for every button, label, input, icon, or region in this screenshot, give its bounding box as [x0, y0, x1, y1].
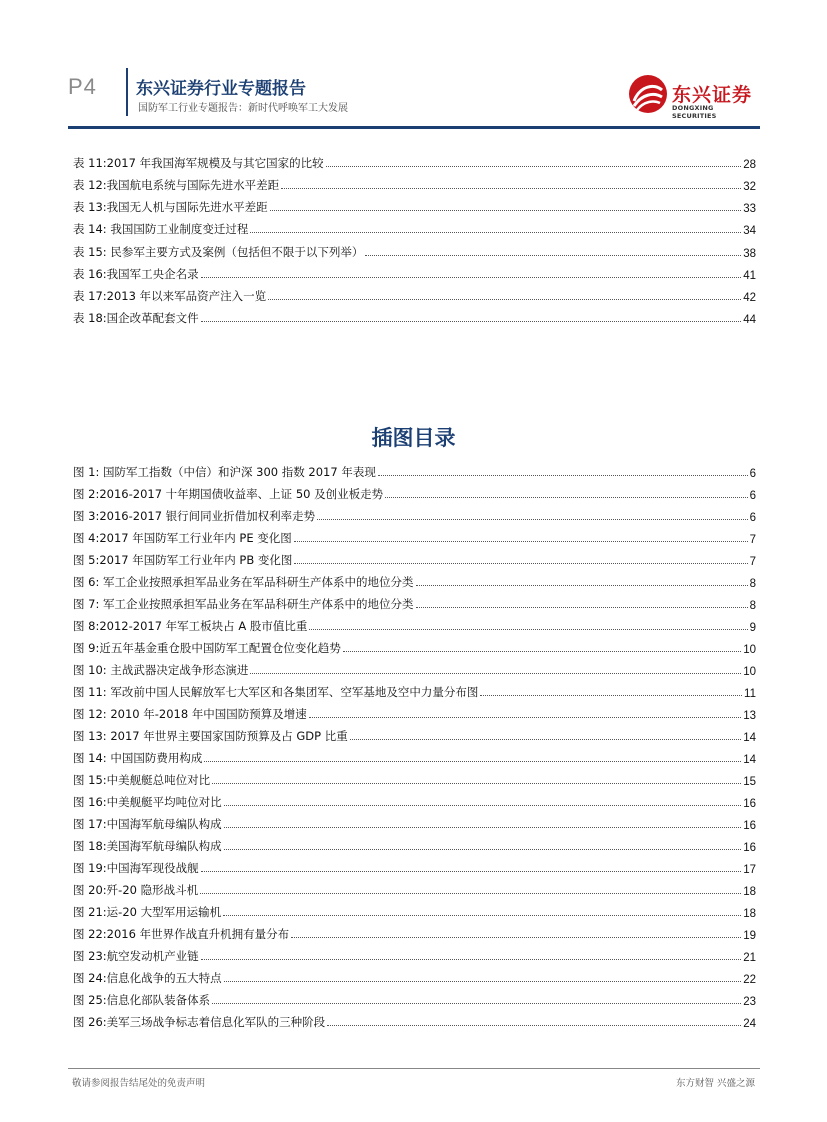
figure-toc-entry-page: 16 [743, 798, 756, 810]
figure-toc-entry-label: 图 1: 国防军工指数（中信）和沪深 300 指数 2017 年表现 [73, 465, 376, 479]
figure-toc-entry-label: 图 8:2012-2017 年军工板块占 A 股市值比重 [73, 619, 308, 633]
dot-leader [223, 915, 741, 916]
table-toc-entry[interactable] [73, 306, 756, 326]
table-toc-entry-label: 表 14: 我国国防工业制度变迁过程 [73, 222, 249, 237]
dot-leader [224, 805, 742, 806]
figure-toc-entry[interactable] [73, 790, 756, 810]
table-toc-entry[interactable] [73, 173, 756, 193]
dot-leader [327, 1025, 741, 1026]
figure-toc-entry[interactable] [73, 548, 756, 568]
table-toc-entry[interactable] [73, 217, 756, 237]
figures-section-title: 插图目录 [371, 426, 456, 450]
table-toc-entry[interactable] [73, 240, 756, 260]
table-toc-entry[interactable] [73, 195, 756, 215]
dot-leader [200, 893, 741, 894]
figure-toc-entry-label: 图 23:航空发动机产业链 [73, 949, 199, 963]
figure-toc-entry-label: 图 22:2016 年世界作战直升机拥有量分布 [73, 927, 290, 941]
dot-leader [250, 232, 741, 233]
logo-icon [628, 74, 668, 114]
figure-toc-entry-label: 图 17:中国海军航母编队构成 [73, 817, 222, 831]
dot-leader [201, 871, 742, 872]
dot-leader [201, 959, 742, 960]
dot-leader [224, 849, 742, 850]
figure-toc-entry-label: 图 9:近五年基金重仓股中国防军工配置仓位变化趋势 [73, 641, 341, 655]
table-toc-entry-page: 32 [743, 181, 756, 194]
footer-disclaimer: 敬请参阅报告结尾处的免责声明 [72, 1078, 206, 1089]
table-toc-entry-page: 41 [743, 269, 756, 282]
figure-toc-entry[interactable] [73, 482, 756, 502]
figure-toc-entry-label: 图 11: 军改前中国人民解放军七大军区和各集团军、空军基地及空中力量分布图 [73, 685, 479, 699]
figure-toc-entry-label: 图 12: 2010 年-2018 年中国国防预算及增速 [73, 707, 307, 721]
figure-toc-entry-page: 13 [743, 710, 756, 722]
figure-toc-entry[interactable] [73, 1010, 756, 1030]
dot-leader [385, 497, 747, 498]
dot-leader [309, 629, 747, 630]
figure-toc-entry-page: 23 [743, 996, 756, 1008]
figure-toc-entry-page: 19 [743, 930, 756, 942]
dot-leader [343, 651, 741, 652]
figure-toc-entry[interactable] [73, 812, 756, 832]
figure-toc-entry-page: 16 [743, 842, 756, 854]
figure-toc-entry[interactable] [73, 724, 756, 744]
figure-toc-entry-page: 14 [743, 732, 756, 744]
figure-toc-entry[interactable] [73, 988, 756, 1008]
figure-toc-entry-label: 图 24:信息化战争的五大特点 [73, 971, 222, 985]
dot-leader [350, 739, 741, 740]
dot-leader [378, 475, 748, 476]
dot-leader [270, 210, 742, 211]
table-toc-entry-page: 33 [743, 203, 756, 216]
table-toc-entry-label: 表 18:国企改革配套文件 [73, 311, 199, 326]
dot-leader [309, 717, 741, 718]
dot-leader [480, 695, 742, 696]
dot-leader [212, 1003, 741, 1004]
figure-toc-entry[interactable] [73, 570, 756, 590]
dot-leader [250, 673, 741, 674]
figure-toc-entry[interactable] [73, 460, 756, 480]
dot-leader [201, 321, 742, 322]
figure-toc-entry-page: 24 [743, 1018, 756, 1030]
table-toc-entry-page: 38 [743, 247, 756, 260]
figure-toc-entry-page: 7 [749, 556, 756, 568]
dot-leader [416, 607, 748, 608]
figure-toc-entry[interactable] [73, 636, 756, 656]
header-divider [126, 68, 128, 116]
figure-toc-entry-label: 图 14: 中国国防费用构成 [73, 751, 203, 765]
figure-toc-entry-page: 10 [743, 644, 756, 656]
dot-leader [204, 761, 741, 762]
logo-english-text: DONGXING SECURITIES [672, 104, 717, 120]
table-toc-entry-label: 表 17:2013 年以来军品资产注入一览 [73, 288, 267, 303]
figure-toc-entry-page: 8 [749, 578, 756, 590]
figure-toc-entry-page: 10 [743, 666, 756, 678]
figure-toc-entry[interactable] [73, 900, 756, 920]
dot-leader [212, 783, 741, 784]
figure-toc-entry-page: 6 [749, 512, 756, 524]
report-subtitle: 国防军工行业专题报告：新时代呼唤军工大发展 [138, 103, 348, 114]
figure-toc-entry-page: 18 [743, 908, 756, 920]
figure-toc-entry[interactable] [73, 856, 756, 876]
figure-toc-entry-label: 图 21:运-20 大型军用运输机 [73, 905, 222, 919]
figure-toc-entry-label: 图 25:信息化部队装备体系 [73, 993, 211, 1007]
page-number: P4 [68, 74, 97, 99]
figure-toc-entry-label: 图 7: 军工企业按照承担军品业务在军品科研生产体系中的地位分类 [73, 597, 414, 611]
table-toc-entry-label: 表 16:我国军工央企名录 [73, 266, 199, 281]
figure-toc-entry[interactable] [73, 526, 756, 546]
dot-leader [224, 981, 742, 982]
figure-toc-entry-label: 图 4:2017 年国防军工行业年内 PE 变化图 [73, 531, 292, 545]
dot-leader [281, 188, 741, 189]
figure-toc-entry-label: 图 19:中国海军现役战舰 [73, 861, 199, 875]
header-rule [68, 126, 760, 129]
table-toc-entry-label: 表 13:我国无人机与国际先进水平差距 [73, 200, 268, 215]
table-toc-entry-page: 42 [743, 291, 756, 304]
report-title: 东兴证券行业专题报告 [136, 79, 306, 99]
figure-toc-entry[interactable] [73, 592, 756, 612]
dot-leader [201, 277, 742, 278]
figure-toc-entry-label: 图 5:2017 年国防军工行业年内 PB 变化图 [73, 553, 293, 567]
figure-toc-entry-label: 图 3:2016-2017 银行间同业折借加权利率走势 [73, 509, 316, 523]
figure-toc-entry-page: 17 [743, 864, 756, 876]
dot-leader [416, 585, 748, 586]
figure-toc-entry-label: 图 10: 主战武器决定战争形态演进 [73, 663, 249, 677]
figure-toc-entry[interactable] [73, 614, 756, 634]
figure-toc-entry-page: 18 [743, 886, 756, 898]
figure-toc-entry-label: 图 26:美军三场战争标志着信息化军队的三种阶段 [73, 1015, 326, 1029]
company-logo [628, 70, 760, 120]
footer-slogan: 东方财智 兴盛之源 [675, 1078, 755, 1089]
figure-toc-entry-label: 图 2:2016-2017 十年期国债收益率、上证 50 及创业板走势 [73, 487, 384, 501]
figure-toc-entry[interactable] [73, 702, 756, 722]
figure-toc-entry[interactable] [73, 746, 756, 766]
figure-toc-entry-page: 14 [743, 754, 756, 766]
table-toc-entry[interactable] [73, 284, 756, 304]
figure-toc-entry-label: 图 6: 军工企业按照承担军品业务在军品科研生产体系中的地位分类 [73, 575, 414, 589]
dot-leader [291, 937, 741, 938]
figure-toc-entry-label: 图 13: 2017 年世界主要国家国防预算及占 GDP 比重 [73, 729, 348, 743]
figure-toc-entry-page: 6 [749, 490, 756, 502]
dot-leader [294, 563, 747, 564]
table-toc-entry-page: 28 [743, 159, 756, 171]
figure-toc-entry-label: 图 16:中美舰艇平均吨位对比 [73, 795, 222, 809]
table-toc-entry-label: 表 11:2017 年我国海军规模及与其它国家的比较 [73, 156, 324, 170]
figure-toc-entry[interactable] [73, 966, 756, 986]
figure-toc-entry[interactable] [73, 680, 756, 700]
dot-leader [294, 541, 748, 542]
dot-leader [365, 255, 741, 256]
figure-toc-entry-page: 9 [749, 622, 756, 634]
figure-toc-entry-page: 7 [749, 534, 756, 546]
figure-toc-entry-page: 22 [743, 974, 756, 986]
figure-toc-entry[interactable] [73, 878, 756, 898]
figure-toc-entry[interactable] [73, 768, 756, 788]
figure-toc-entry-label: 图 20:歼-20 隐形战斗机 [73, 883, 199, 897]
figure-toc-entry-page: 21 [743, 952, 756, 964]
table-toc-entry-page: 34 [743, 225, 756, 238]
logo-chinese-text: 东兴证券 [672, 84, 753, 106]
figure-toc-entry-page: 11 [744, 688, 756, 700]
dot-leader [317, 519, 747, 520]
figure-toc-entry[interactable] [73, 658, 756, 678]
figure-toc-entry-label: 图 18:美国海军航母编队构成 [73, 839, 222, 853]
figure-toc-entry[interactable] [73, 922, 756, 942]
table-toc-entry-label: 表 12:我国航电系统与国际先进水平差距 [73, 178, 280, 193]
figure-toc-entry[interactable] [73, 504, 756, 524]
dot-leader [268, 299, 741, 300]
figure-toc-entry-page: 8 [749, 600, 756, 612]
dot-leader [224, 827, 742, 828]
figure-toc-entry-page: 15 [743, 776, 756, 788]
page-header [68, 64, 760, 126]
table-toc-entry-label: 表 15: 民参军主要方式及案例（包括但不限于以下列举） [73, 244, 364, 259]
figure-toc-entry[interactable] [73, 834, 756, 854]
table-toc-entry[interactable] [73, 151, 756, 171]
table-toc-entry[interactable] [73, 262, 756, 282]
table-toc-entry-page: 44 [743, 314, 756, 327]
figure-toc-entry-page: 6 [749, 468, 756, 480]
figure-toc-entry[interactable] [73, 944, 756, 964]
figure-toc-entry-label: 图 15:中美舰艇总吨位对比 [73, 773, 211, 787]
dot-leader [326, 166, 742, 167]
footer-rule [68, 1068, 760, 1069]
figure-toc-entry-page: 16 [743, 820, 756, 832]
